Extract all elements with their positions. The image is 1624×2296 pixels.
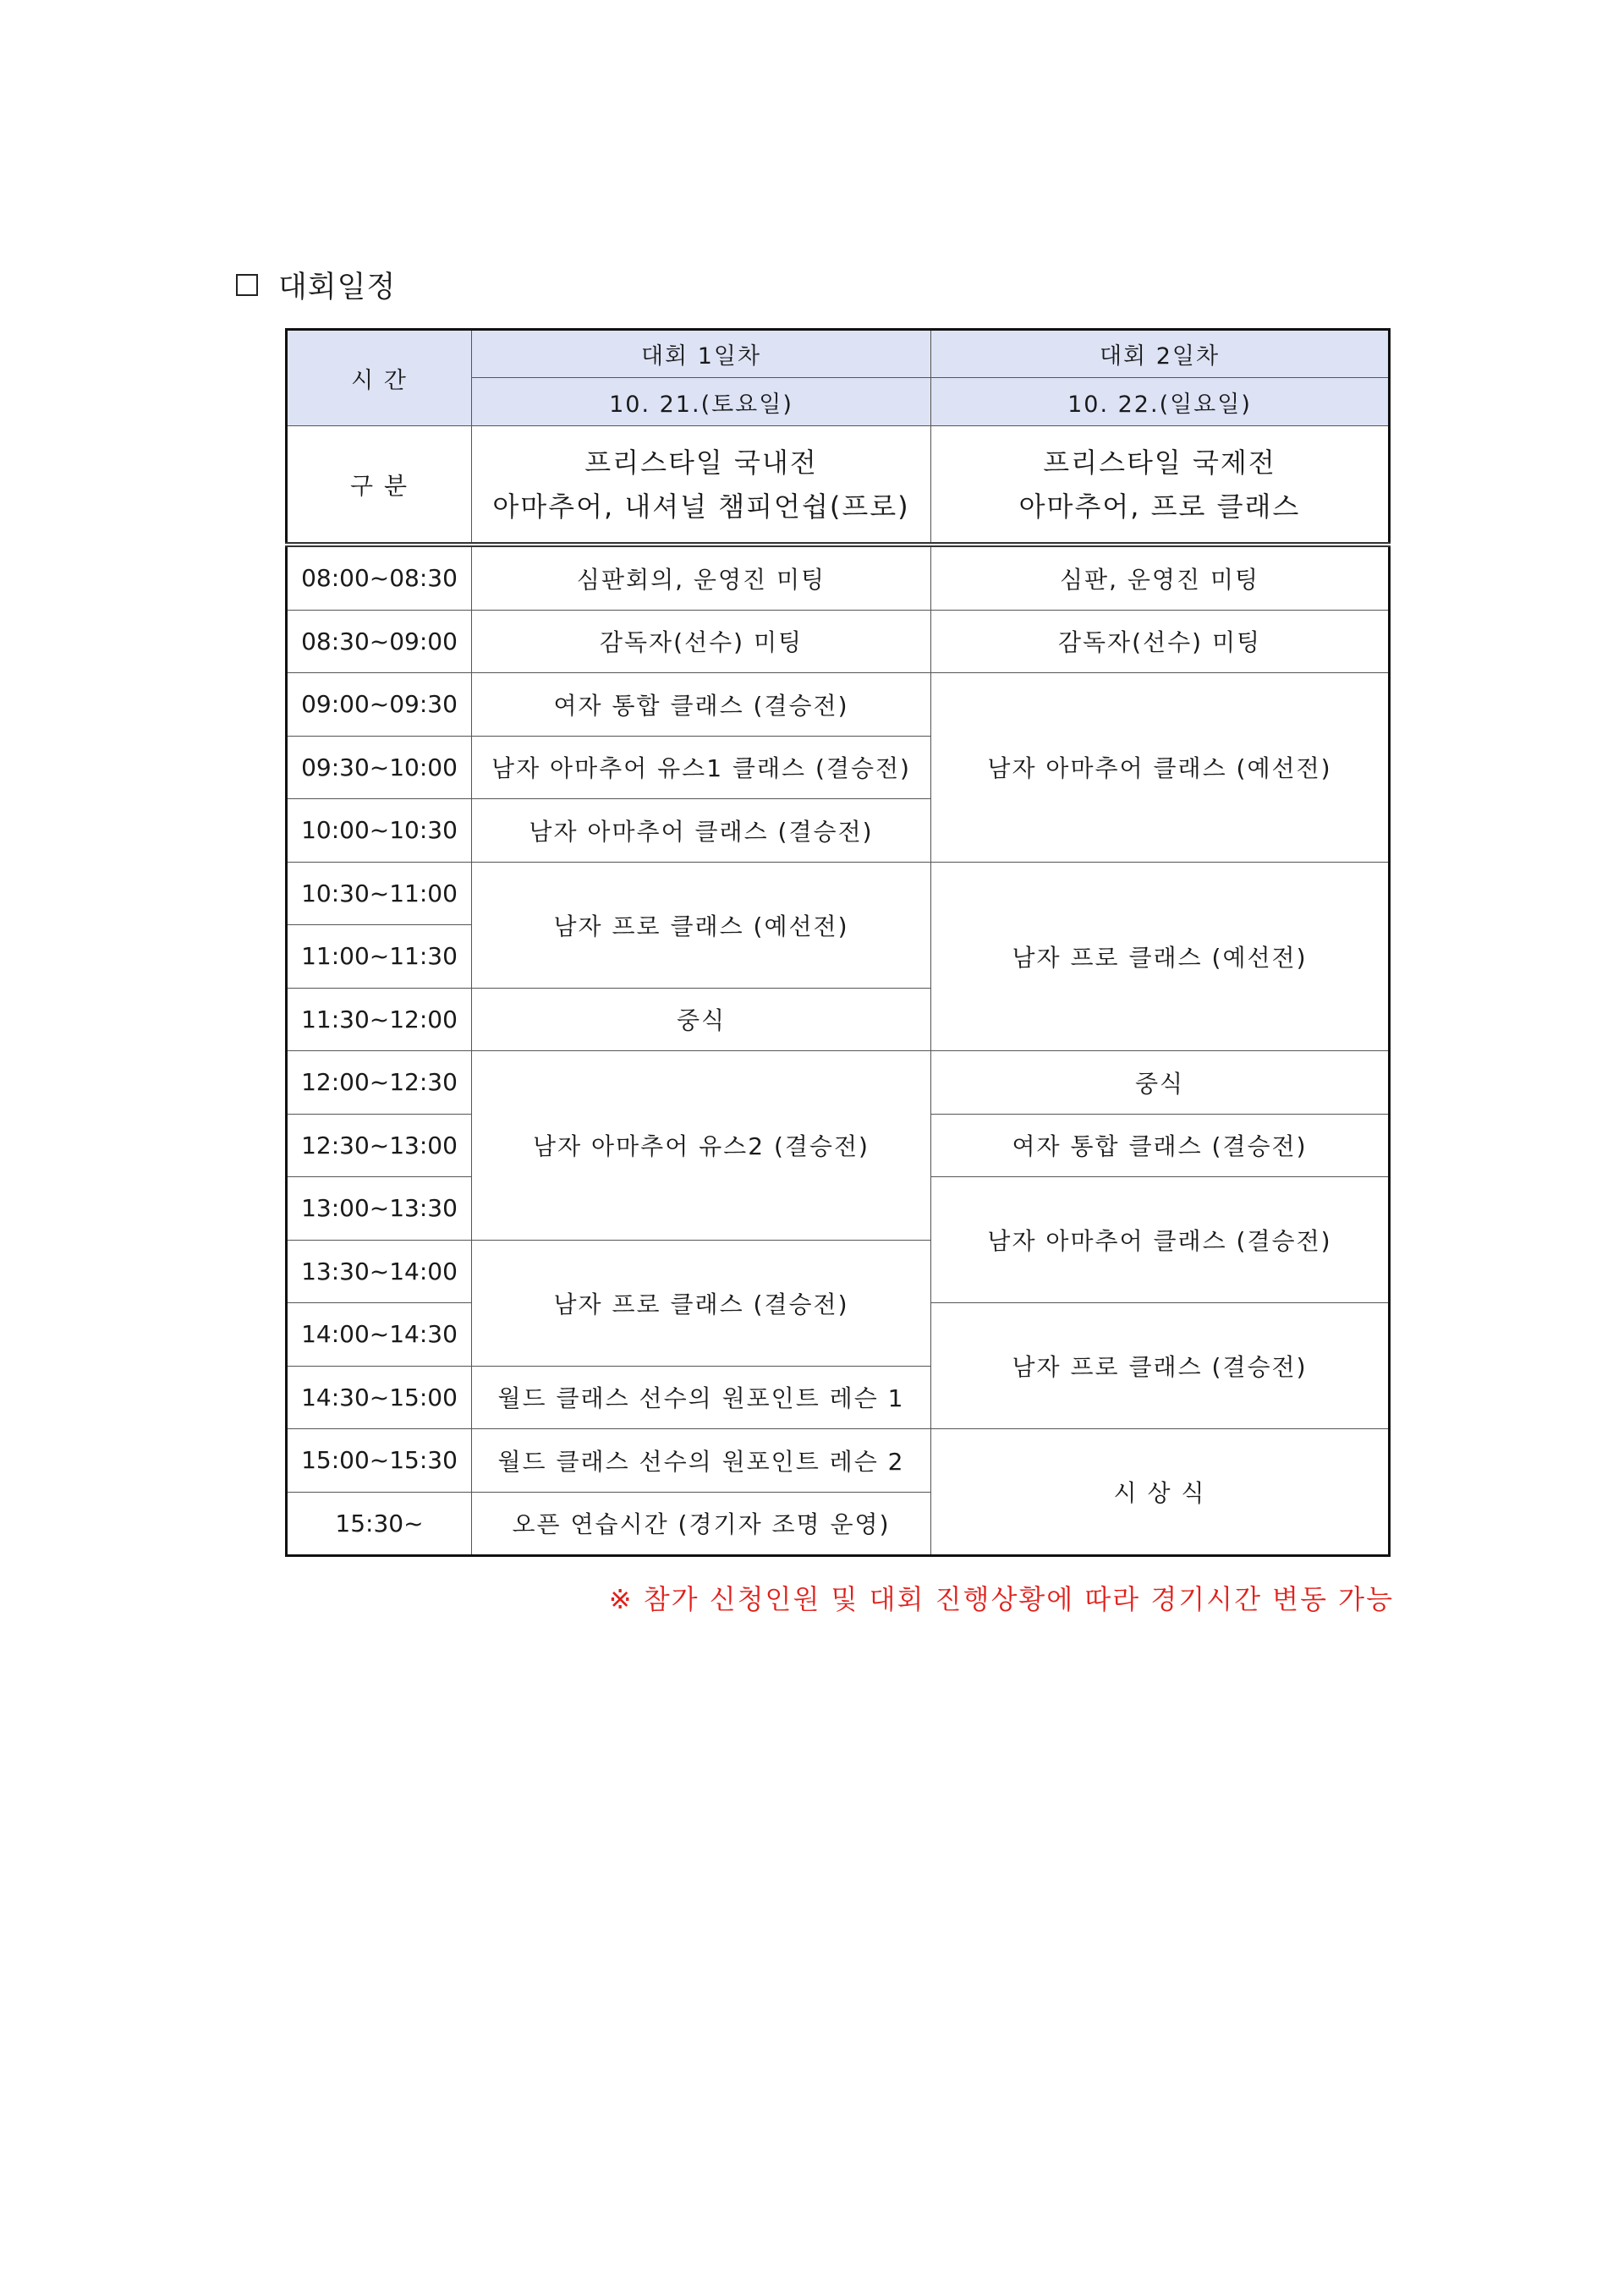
day2-event: 중식 [931,1051,1390,1115]
time-slot: 14:30~15:00 [287,1366,472,1429]
day1-event: 중식 [472,988,931,1051]
schedule-table [285,328,1391,1557]
day2-event: 남자 아마추어 클래스 (결승전) [931,1177,1390,1303]
time-slot: 08:00~08:30 [287,545,472,610]
day1-event: 남자 아마추어 클래스 (결승전) [472,799,931,863]
day1-event: 여자 통합 클래스 (결승전) [472,673,931,737]
table-row [287,1429,1390,1493]
table-row [287,862,1390,925]
day2-event: 여자 통합 클래스 (결승전) [931,1114,1390,1177]
time-slot: 15:30~ [287,1492,472,1556]
day2-event: 감독자(선수) 미팅 [931,610,1390,673]
time-slot: 09:00~09:30 [287,673,472,737]
day1-event: 심판회의, 운영진 미팅 [472,545,931,610]
day1-event: 오픈 연습시간 (경기자 조명 운영) [472,1492,931,1556]
header-day1-label: 대회 1일차 [472,330,931,378]
table-row [287,673,1390,737]
time-slot: 12:30~13:00 [287,1114,472,1177]
section-heading [236,264,396,306]
time-slot: 10:00~10:30 [287,799,472,863]
day1-event: 감독자(선수) 미팅 [472,610,931,673]
day2-category-line2: 아마추어, 프로 클래스 [1018,490,1301,523]
time-slot: 10:30~11:00 [287,862,472,925]
schedule-note: ※ 참가 신청인원 및 대회 진행상황에 따라 경기시간 변동 가능 [608,1583,1394,1615]
day1-event: 남자 아마추어 유스1 클래스 (결승전) [472,736,931,799]
header-day1-date: 10. 21.(토요일) [472,378,931,426]
day1-event: 남자 아마추어 유스2 (결승전) [472,1051,931,1241]
day2-event: 남자 아마추어 클래스 (예선전) [931,673,1390,863]
day1-event: 남자 프로 클래스 (결승전) [472,1240,931,1366]
category-label: 구 분 [287,426,472,545]
day1-event: 월드 클래스 선수의 원포인트 레슨 2 [472,1429,931,1493]
header-time-label: 시 간 [287,330,472,426]
time-slot: 12:00~12:30 [287,1051,472,1115]
day1-category-line2: 아마추어, 내셔널 챔피언쉽(프로) [492,490,910,523]
time-slot: 11:00~11:30 [287,925,472,989]
category-row [287,426,1390,545]
day2-event: 시 상 식 [931,1429,1390,1556]
time-slot: 09:30~10:00 [287,736,472,799]
section-title: 대회일정 [278,271,397,304]
table-row [287,610,1390,673]
day1-category [472,426,931,545]
day2-event: 심판, 운영진 미팅 [931,545,1390,610]
header-day2-label: 대회 2일차 [931,330,1390,378]
day1-event: 월드 클래스 선수의 원포인트 레슨 1 [472,1366,931,1429]
day2-category-line1: 프리스타일 국제전 [1043,446,1276,479]
time-slot: 08:30~09:00 [287,610,472,673]
day2-event: 남자 프로 클래스 (예선전) [931,862,1390,1051]
time-slot: 13:00~13:30 [287,1177,472,1241]
header-day2-date: 10. 22.(일요일) [931,378,1390,426]
day1-event: 남자 프로 클래스 (예선전) [472,862,931,988]
time-slot: 13:30~14:00 [287,1240,472,1303]
time-slot: 11:30~12:00 [287,988,472,1051]
day2-event: 남자 프로 클래스 (결승전) [931,1303,1390,1429]
time-slot: 14:00~14:30 [287,1303,472,1367]
time-slot: 15:00~15:30 [287,1429,472,1493]
checkbox-square-icon [236,274,258,296]
day2-category [931,426,1390,545]
day1-category-line1: 프리스타일 국내전 [584,446,818,479]
table-row [287,1051,1390,1115]
header-row-days [287,330,1390,378]
table-row [287,545,1390,610]
